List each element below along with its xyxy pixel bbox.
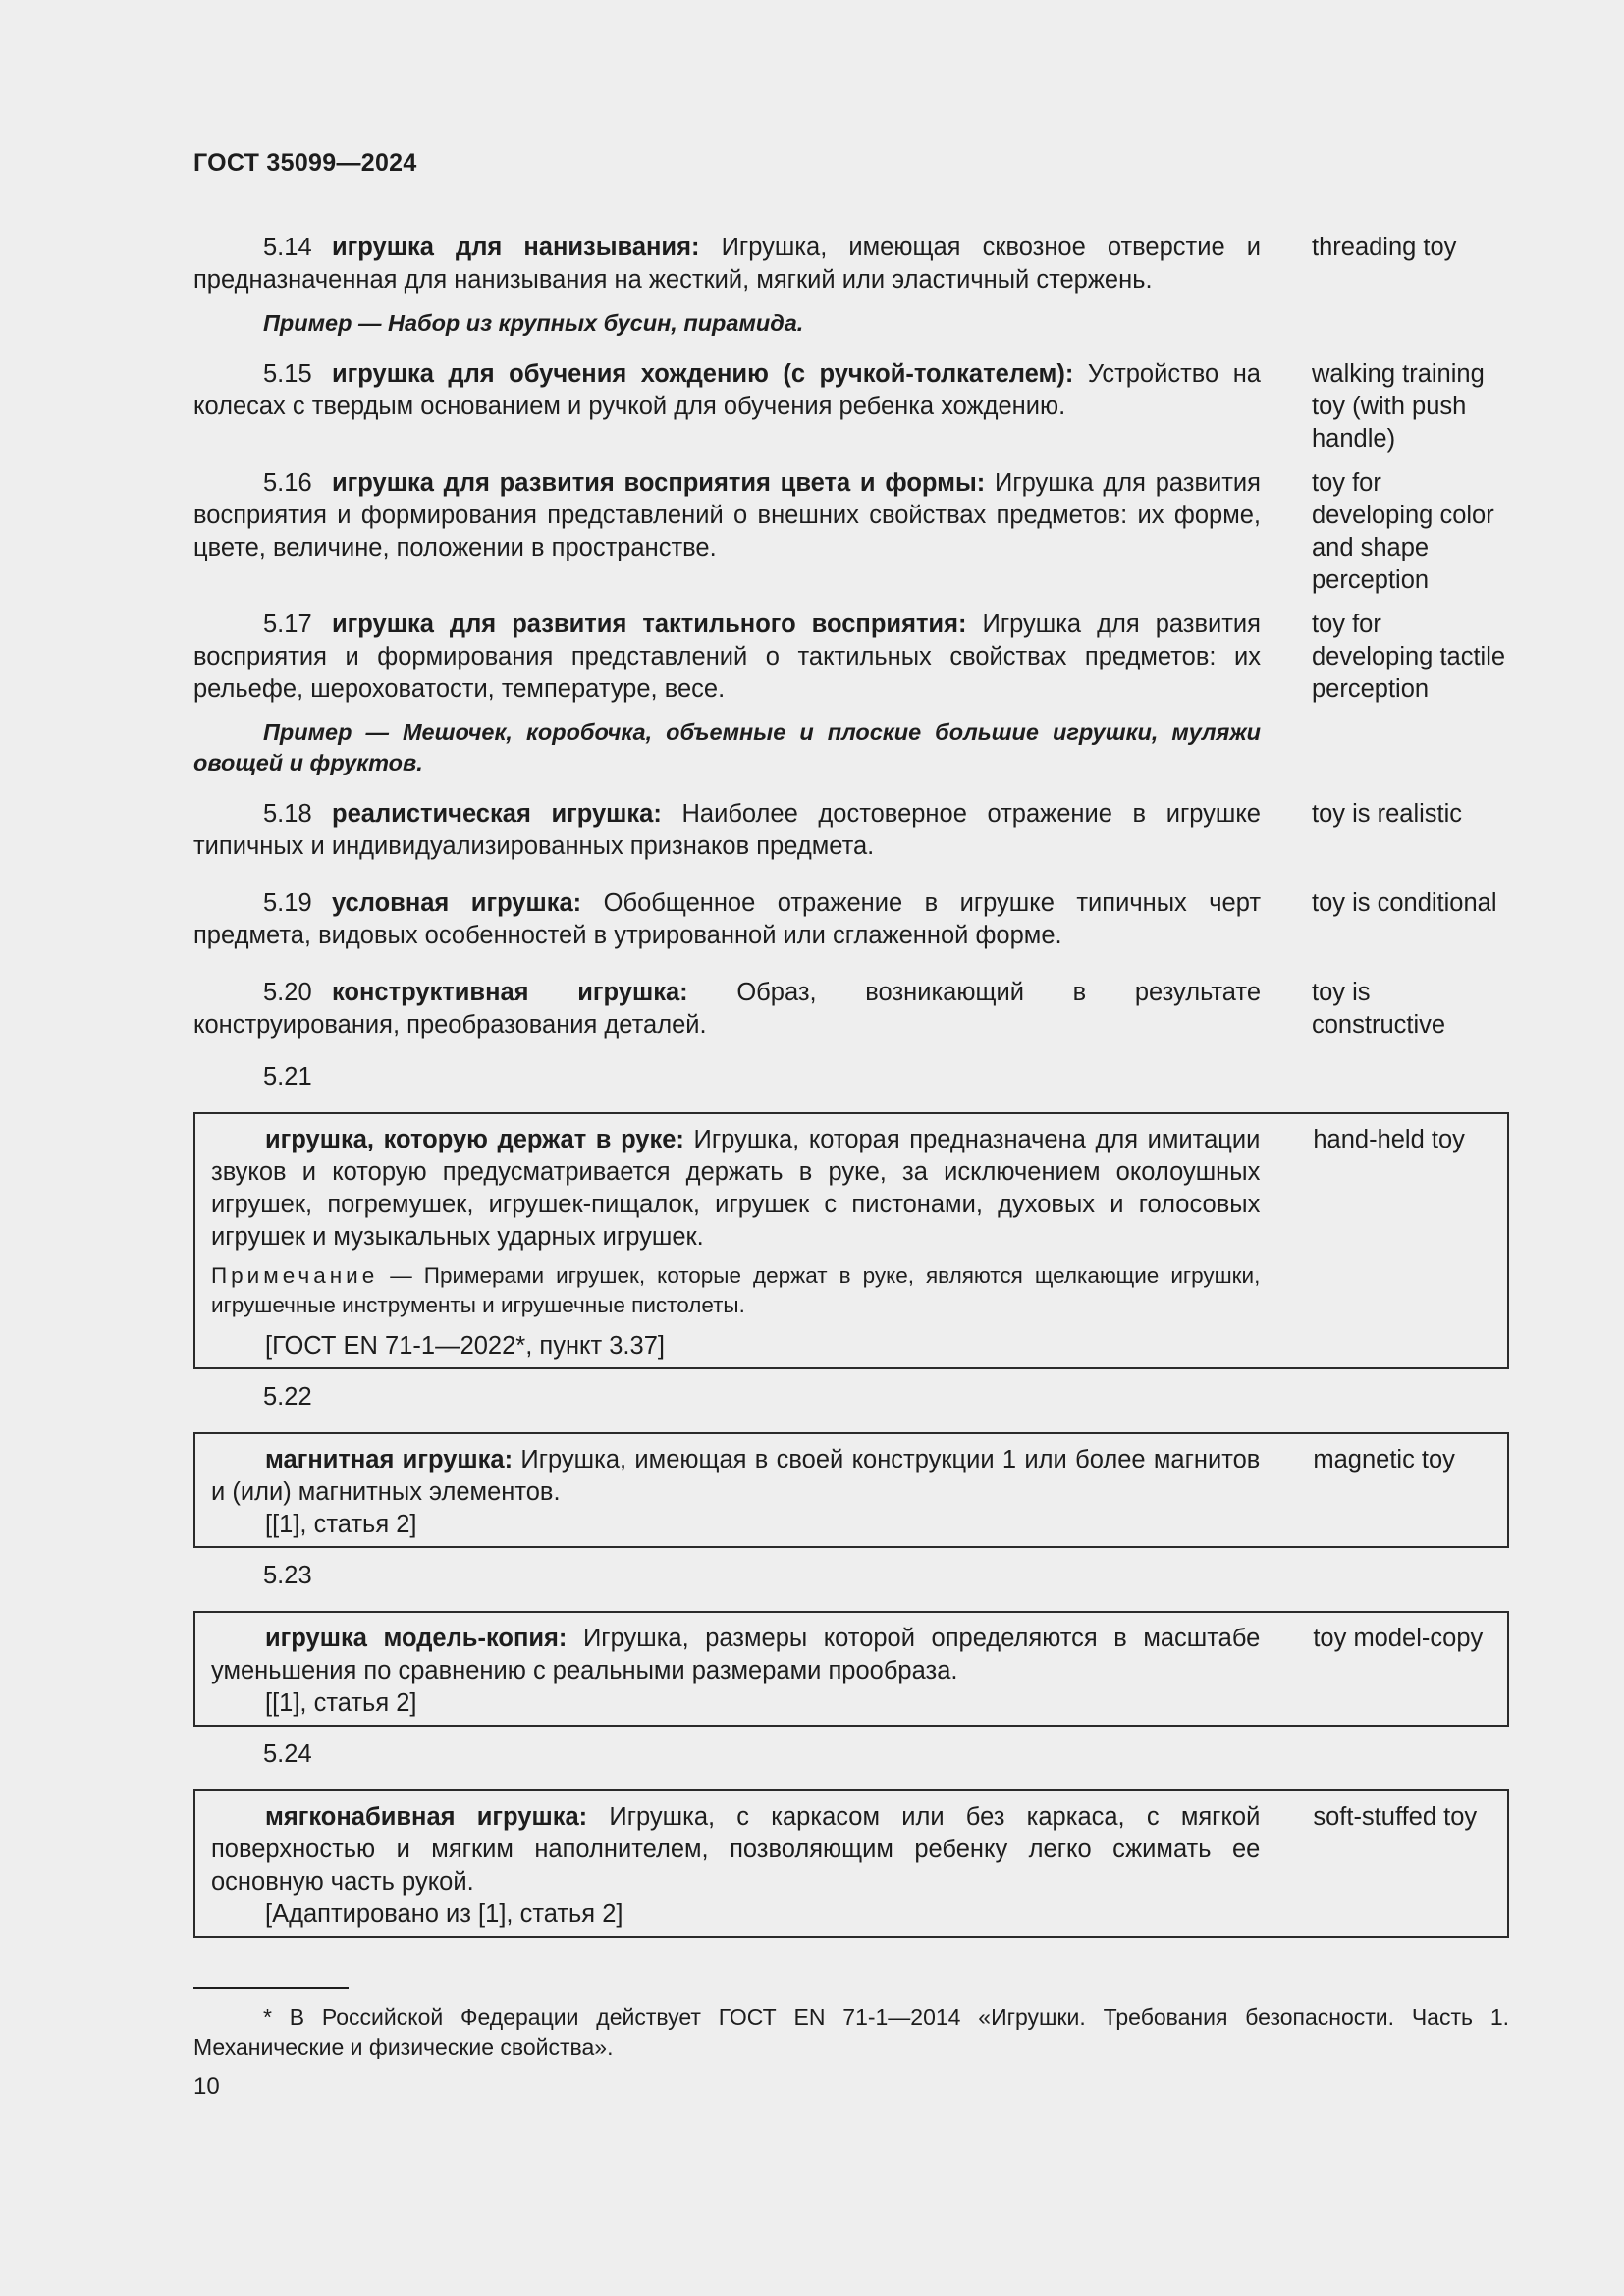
document-header: ГОСТ 35099—2024 [193,149,417,177]
term-entry-5-18 [193,798,1509,863]
term-note [211,1261,1260,1320]
term-entry-5-22 [193,1432,1509,1548]
term-name: мягконабивная игрушка: [265,1803,588,1831]
term-definition [193,358,1261,455]
term-english: toy for developing color and shape perception [1312,469,1494,594]
terms-list [193,232,1509,1938]
note-text: — Примерами игрушек, которые держат в руке, являются щелкающие игрушки, игрушечные инструменты и игрушечные пистолеты. [211,1263,1261,1317]
term-entry-5-15 [193,358,1509,455]
term-number: 5.20 [263,979,312,1006]
term-english: soft-stuffed toy [1313,1803,1478,1831]
term-number: 5.21 [263,1063,312,1091]
term-english: toy is constructive [1312,979,1446,1039]
term-entry-5-21 [193,1112,1509,1369]
term-definition [193,467,1261,597]
term-reference: [[1], статья 2] [265,1511,417,1538]
term-number: 5.15 [263,360,312,388]
term-entry-5-14 [193,232,1509,296]
term-number: 5.23 [263,1562,312,1589]
term-text: Устройство на колесах с твердым основанием и ручкой для обучения ребенка хождению. [193,360,1261,420]
term-definition [193,977,1261,1041]
term-name: условная игрушка: [332,889,582,917]
term-name: игрушка для развития тактильного восприятия: [332,611,967,638]
term-text: Игрушка, с каркасом или без каркаса, с мягкой поверхностью и мягким наполнителем, позволяющим ребенку легко сжимать ее основную часть рукой. [211,1803,1261,1896]
footnote: * В Российской Федерации действует ГОСТ EN 71-1—2014 «Игрушки. Требования безопасности. Часть 1. Механические и физические свойства». [193,2004,1509,2059]
term-number: 5.16 [263,469,312,497]
term-entry-5-19 [193,887,1509,952]
term-text: Обобщенное отражение в игрушке типичных черт предмета, видовых особенностей в утрированной или сглаженной форме. [193,889,1261,949]
term-text: Игрушка, которая предназначена для имитации звуков и которую предусматривается держать в руке, за исключением околоушных игрушек, погремушек, игрушек-пищалок, игрушек с пистонами, духовых и голосовых игрушек и музыкальных ударных игрушек. [211,1126,1261,1251]
term-example: Пример — Мешочек, коробочка, объемные и плоские большие игрушки, муляжи овощей и фруктов. [193,720,1261,775]
term-text: Игрушка для развития восприятия и формирования представлений о тактильных свойствах предметов: их рельефе, шероховатости, температуре, весе. [193,611,1261,703]
term-number: 5.22 [263,1383,312,1411]
term-definition [195,1623,1260,1720]
term-text: Образ, возникающий в результате конструирования, преобразования деталей. [193,979,1261,1039]
page-number: 10 [193,2073,220,2100]
term-entry-5-20 [193,977,1509,1041]
term-name: игрушка для обучения хождению (с ручкой-толкателем): [332,360,1074,388]
footnote-separator [193,1987,349,1989]
term-english: toy is conditional [1312,889,1497,917]
term-text: Игрушка, имеющая сквозное отверстие и предназначенная для нанизывания на жесткий, мягкий или эластичный стержень. [193,234,1262,294]
term-english: threading toy [1312,234,1457,261]
term-name: конструктивная игрушка: [332,979,688,1006]
term-definition [193,609,1261,778]
term-definition [195,1444,1260,1541]
term-definition [195,1801,1260,1931]
term-example: Пример — Набор из крупных бусин, пирамида. [263,310,804,336]
term-text: Наиболее достоверное отражение в игрушке типичных и индивидуализированных признаков предмета. [193,800,1261,860]
term-definition [195,1124,1260,1362]
term-english: toy model-copy [1313,1625,1484,1652]
term-text: Игрушка для развития восприятия и формирования представлений о внешних свойствах предметов: их форме, цвете, величине, положении в пространстве. [193,469,1261,561]
term-name: игрушка для развития восприятия цвета и формы: [332,469,986,497]
term-english: magnetic toy [1313,1446,1455,1473]
term-english: toy is realistic [1312,800,1463,828]
term-entry-5-16 [193,467,1509,597]
term-number: 5.14 [263,234,312,261]
term-definition [193,798,1261,863]
term-name: игрушка, которую держат в руке: [265,1126,684,1153]
term-entry-5-24 [193,1789,1509,1938]
term-english: toy for developing tactile perception [1312,611,1506,703]
term-name: игрушка модель-копия: [265,1625,568,1652]
term-text: Игрушка, имеющая в своей конструкции 1 или более магнитов и (или) магнитных элементов. [211,1446,1261,1506]
term-reference: [[1], статья 2] [265,1689,417,1717]
term-name: магнитная игрушка: [265,1446,514,1473]
term-name: игрушка для нанизывания: [332,234,700,261]
term-reference: [ГОСТ EN 71-1—2022*, пункт 3.37] [265,1332,665,1360]
term-definition [193,232,1261,296]
term-english: walking training toy (with push handle) [1312,360,1485,453]
term-number: 5.18 [263,800,312,828]
term-number: 5.24 [263,1740,312,1768]
term-reference: [Адаптировано из [1], статья 2] [265,1900,623,1928]
term-text: Игрушка, размеры которой определяются в масштабе уменьшения по сравнению с реальными размерами прообраза. [211,1625,1261,1684]
note-label: Примечание [211,1263,379,1288]
term-entry-5-17 [193,609,1509,778]
term-english: hand-held toy [1313,1126,1465,1153]
term-number: 5.17 [263,611,312,638]
term-name: реалистическая игрушка: [332,800,662,828]
term-definition [193,887,1261,952]
term-number: 5.19 [263,889,312,917]
term-entry-5-23 [193,1611,1509,1727]
